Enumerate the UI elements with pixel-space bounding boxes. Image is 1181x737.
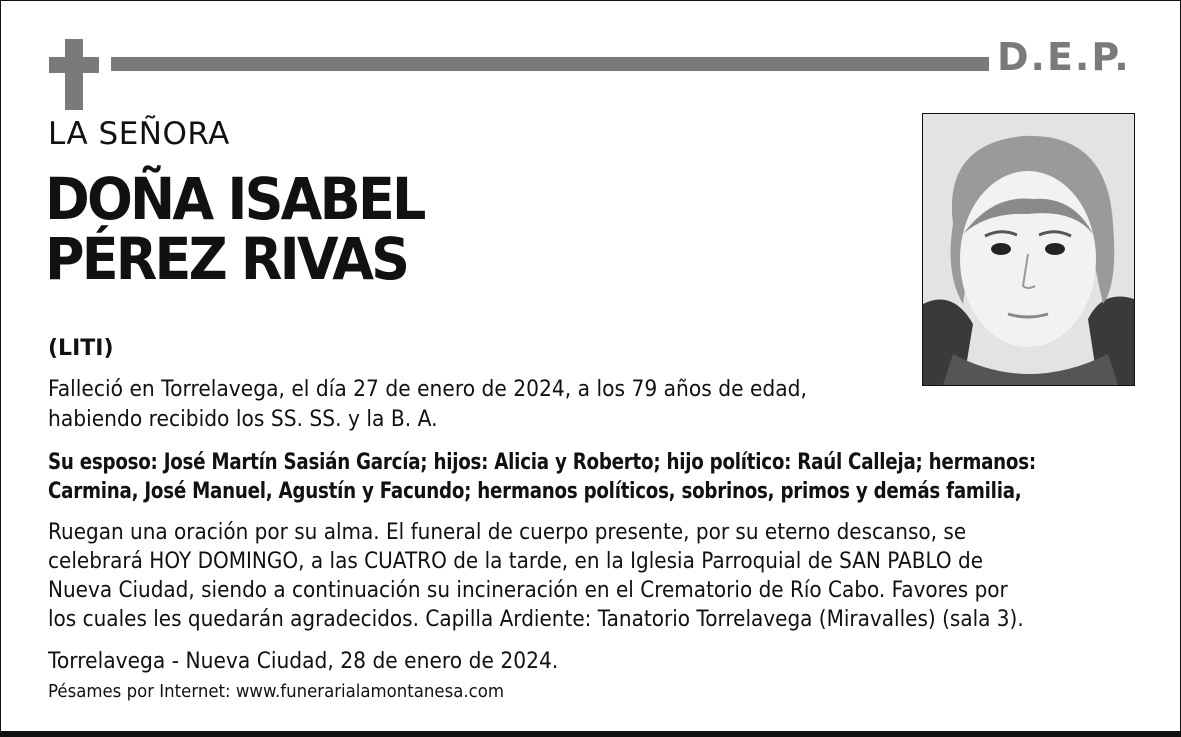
portrait-photo: [922, 113, 1135, 386]
death-notice: [48, 375, 876, 435]
text-line: los cuales les quedarán agradecidos. Capilla Ardiente: Tanatorio Torrelavega (Miravalles) (sala 3).: [48, 607, 1024, 632]
text-line: Ruegan una oración por su alma. El funeral de cuerpo presente, por su eterno descanso, se: [48, 520, 967, 545]
text-line: Nueva Ciudad, siendo a continuación su incineración en el Crematorio de Río Cabo. Favores por: [48, 578, 1008, 603]
deceased-name: [45, 165, 424, 293]
funeral-details: [48, 518, 1113, 634]
header-rule: [111, 57, 989, 71]
text-line: Falleció en Torrelavega, el día 27 de enero de 2024, a los 79 años de edad,: [48, 377, 807, 402]
text-line: habiendo recibido los SS. SS. y la B. A.: [48, 407, 438, 432]
name-line: DOÑA ISABEL: [45, 165, 424, 233]
cross-icon: [65, 39, 83, 110]
honorific-title: LA SEÑORA: [48, 116, 230, 152]
text-line: Su esposo: José Martín Sasián García; hijos: Alicia y Roberto; hijo político: Raúl Calleja; hermanos:: [48, 450, 1036, 475]
family-list: [48, 448, 1094, 506]
nickname: (LITI): [48, 336, 114, 361]
place-date: Torrelavega - Nueva Ciudad, 28 de enero de 2024.: [48, 649, 559, 674]
text-line: celebrará HOY DOMINGO, a las CUATRO de la tarde, en la Iglesia Parroquial de SAN PABLO de: [48, 549, 984, 574]
name-line: PÉREZ RIVAS: [45, 225, 408, 293]
condolences-line: Pésames por Internet: www.funerarialamontanesa.com: [48, 681, 505, 702]
cross-icon-bar: [49, 57, 99, 73]
text-line: Carmina, José Manuel, Agustín y Facundo; hermanos políticos, sobrinos, primos y demás familia,: [48, 479, 1022, 504]
dep-label: D.E.P.: [997, 35, 1131, 79]
